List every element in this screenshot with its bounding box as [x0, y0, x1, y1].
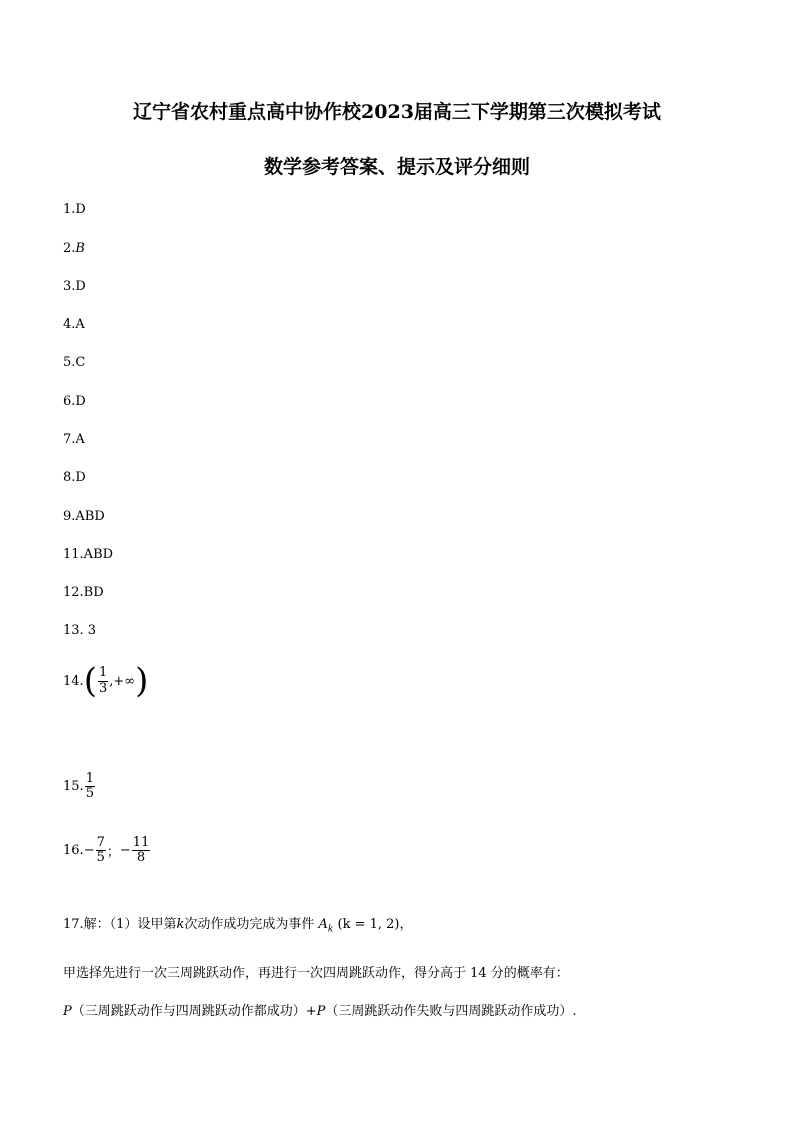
- answer-16-label: 16.: [63, 843, 84, 859]
- answer-11: 11.ABD: [63, 547, 114, 562]
- answer-6: 6.D: [63, 394, 86, 409]
- answer-15: [63, 772, 96, 802]
- probability-symbol: P: [316, 1004, 326, 1019]
- fraction-denominator: 5: [85, 786, 94, 802]
- probability-symbol: P: [63, 1004, 72, 1019]
- answer-15-label: 15.: [63, 779, 84, 795]
- answer-2-value: B: [75, 241, 85, 256]
- answer-9: 9.ABD: [63, 509, 105, 524]
- fraction-denominator: 8: [136, 850, 146, 866]
- answer-1: 1.D: [63, 202, 86, 217]
- fraction-eleven-eighths: [132, 836, 151, 866]
- question-17-probability: [63, 1000, 577, 1019]
- answer-8: 8.D: [63, 470, 86, 485]
- fraction-denominator: 3: [98, 680, 108, 696]
- document-subtitle: 数学参考答案、提示及评分细则: [263, 156, 530, 178]
- minus-sign: −: [83, 843, 95, 859]
- answer-4: 4.A: [63, 317, 85, 332]
- answer-16: [63, 836, 151, 866]
- answer-12: 12.BD: [63, 585, 104, 600]
- answer-14: [63, 661, 149, 701]
- variable-k: k: [176, 917, 185, 932]
- fraction-numerator: 7: [96, 835, 105, 850]
- event-subscript: k: [327, 924, 334, 935]
- question-17-description: 甲选择先进行一次三周跳跃动作，再进行一次四周跳跃动作，得分高于 14 分的概率有：: [63, 966, 569, 981]
- left-paren-icon: (: [83, 661, 97, 701]
- fraction-seven-fifths: [96, 836, 106, 866]
- fraction-numerator: 11: [132, 835, 150, 850]
- answer-7: 7.A: [63, 432, 85, 447]
- q17-prob-a: （三周跳跃动作与四周跳跃动作都成功）+: [71, 1004, 317, 1019]
- minus-sign: −: [119, 843, 131, 859]
- answer-2-number: 2.: [63, 241, 76, 256]
- answer-14-label: 14.: [63, 673, 84, 689]
- event-symbol: A: [318, 917, 328, 932]
- answer-14-interval-rest: ,+∞: [109, 673, 136, 689]
- question-17-intro: [63, 913, 413, 935]
- fraction-numerator: 1: [85, 771, 94, 786]
- right-paren-icon: ): [135, 661, 149, 701]
- answer-13: 13. 3: [63, 623, 97, 638]
- document-title: 辽宁省农村重点高中协作校2023届高三下学期第三次模拟考试: [133, 101, 661, 123]
- answer-5: 5.C: [63, 355, 86, 370]
- answer-2: [63, 241, 85, 256]
- q17-condition: (k = 1, 2)，: [337, 917, 413, 932]
- fraction-one-fifth: [85, 772, 95, 802]
- fraction-numerator: 1: [98, 665, 108, 681]
- answer-3: 3.D: [63, 279, 86, 294]
- answer-separator: ；: [106, 845, 120, 861]
- fraction-one-third: [98, 666, 108, 696]
- q17-text-b: 次动作成功完成为事件: [184, 917, 315, 932]
- fraction-denominator: 5: [96, 850, 105, 866]
- q17-text-a: 17.解：（1）设甲第: [63, 917, 177, 932]
- q17-prob-b: （三周跳跃动作失败与四周跳跃动作成功）.: [325, 1004, 577, 1019]
